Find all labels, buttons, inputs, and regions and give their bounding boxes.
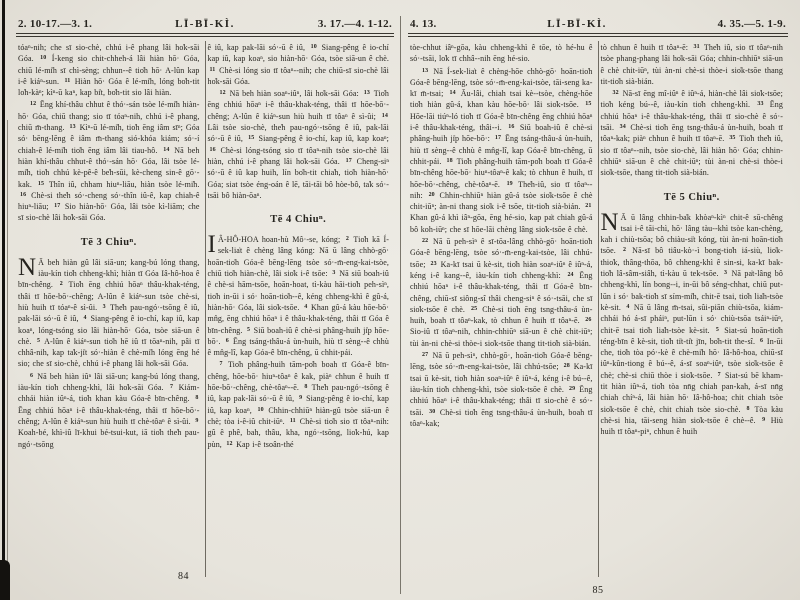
verse-number: 2 [59,281,63,288]
verse-number: 13 [363,90,370,97]
verse-number: 3 [332,270,336,277]
verse-number: 26 [585,317,592,324]
verse-number: 17 [494,135,502,142]
verse-number: 9 [195,417,199,424]
chapter-opening-paragraph: N Ā beh hiàn gû lâi siā-un; kang-bú lóng thang, iàu-kín tio̍h chheng-khì; hiàn tī Góa Iâ-hô-hoa ê bīn-chêng. $^2$ Tio̍h ēng chhiú hōaⁿ thâu-khak-téng, thâi tī hōe-bō·-chêng; A-lûn ê kiáⁿ-sun tsòe chè-si, hiù huih tī tóaⁿ-ê sì-ûi. $^3$ The̍h pau-ngó·-tsōng ê iû, pak-lāi só·-ū ê iû, $^4$ Siang-pêng ê io-chí, kap iû, kap koaⁿ, lóng-tsóng sio lâi hiàn-hō· Góa, tsòe siā-un ê chè. $^5$ A-lûn ê kiáⁿ-sun tio̍h hē iû tī tōaⁿ-nih, pâi tī chhâ-nih, kap ta̍k-ji̍t só·-hiàn ê chè-mi̍h lóng ēng hé sio; che sī sio-chè, chhú i-ê phang lâi ho̍k-sāi Góa. [18,253,200,369]
page-number: 85 [592,585,604,596]
verse-number: 8 [746,405,750,412]
verse-number: 32 [612,90,619,97]
verse-number: 15 [585,101,592,108]
verse-number: 14 [381,112,388,119]
verse-number: 6 [759,337,764,344]
verse-number: 8 [195,395,199,402]
page-left [16,18,394,596]
verse-number: 23 [430,260,437,267]
verse-paragraph: $^7$ Tio̍h phâng-huih tām-po̍h boah tī Góa-ê bīn-chêng, hōe-bō· hiuⁿ-tôaⁿ ê kak, piàⁿ chhun ê huih tī hōe-bō·-chêng, chè-tôaⁿ--ē. $^8$ The̍h pau-ngó·-tsōng ê iû, kap pak-lāi só·-ū ê iû, $^9$ Siang-pêng ê io-chí, kap iû, kap koaⁿ, $^{10}$ Chhin-chhiūⁿ hiàn-gû tsòe siā-un ê chè; tòa i-ê-iû chit-iūⁿ. $^{11}$ Chè-si tio̍h sio tī tôaⁿ-nih: gû ê phê, bah, thâu, kha, ngó·-tsōng, lio̍k-hú, kap pùn, $^{12}$ Kap i-ê tsoân-thé [207,360,390,449]
verse-paragraph: tò chhun ê huih tī tôaⁿ-ē: $^{31}$ The̍h iû, sio tī tôaⁿ-nih tsòe phang-phang lâi ho̍k-sāi Góa; chhin-chhiūⁿ siā-un ê chè chit-iūⁿ, tùi àn-ni chè-si thòe-i sio̍k-tsōe thang tit-tio̍h sià-bián. [600,43,783,86]
verse-range-right: 3. 17.—4. 1-12. [317,18,392,30]
verse-number: 17 [345,157,352,164]
page-number: 84 [178,571,189,582]
verse-number: 34 [619,124,626,131]
verse-number: 33 [757,101,764,108]
text-column [408,41,598,577]
verse-number: 10 [40,55,47,62]
verse-number: 2 [345,236,350,243]
verse-number: 31 [693,44,700,50]
verse-number: 5 [36,337,41,344]
book-title: LĪ-BĪ-KÌ. [175,18,235,30]
verse-number: 14 [163,146,170,153]
book-title: LĪ-BĪ-KÌ. [547,18,607,30]
verse-number: 21 [585,203,592,210]
verse-number: 35 [729,135,736,142]
corner-shadow [0,560,10,600]
verse-number: 25 [470,305,478,312]
verse-number: 5 [247,326,251,333]
verse-paragraph: $^{12}$ Nā beh hiàn soaⁿ-iûⁿ, lâi ho̍k-sāi Góa: $^{13}$ Tio̍h ēng chhiú hōaⁿ i-ê thâu-khak-téng, thâi tī hōe-bō·-chêng; A-lûn ê kiáⁿ-sun hiù huih tī tôaⁿ ê sì-ûi; $^{14}$ Lâi tsòe sio-chè, the̍h pau-ngó·-tsōng ê iû, pak-lāi só·-ū ê iû, $^{15}$ Siang-pêng ê io-chí, kap iû, kap koaⁿ; $^{16}$ Chè-si lóng-tsóng sio tī tôaⁿ-nih tsòe sio-chè lâi hiàn, chhú i-ê phang lâi ho̍k-sāi Góa. $^{17}$ Cheng-siⁿ só·-ū ê iû kap huih, lín bo̍h-tit chia̍h, tio̍h hiàn-hō· Góa; siat tsòe éng-oán ê lē, tāi-tāi bô hòe-bô, ta̍k só·-tsāi bô hiàn-ōaⁿ. [207,89,390,200]
verse-number: 3 [102,303,106,310]
verse-paragraph: tòe-chhut iâⁿ-gōa, kàu chheng-khì ê tōe, tò hé-hu ê só·-tsāi, lo̍k tī chhâ--nih ēng hé-sio. [410,43,593,64]
verse-paragraph: ê iû, kap pak-lāi só·-ū ê iû, $^{10}$ Siang-pêng ê io-chí kap iû, kap koaⁿ, sio hiàn-hō· Góa, tsòe siā-un ê chè. $^{11}$ Chè-si lóng sio tī tôaⁿ--nih; che chiū-sī sio-chè lâi ho̍k-sāi Góa. [207,43,389,86]
chapter-opening-paragraph: N Ā ū lâng chhin-ba̍k khòaⁿ-kìⁿ chit-ê sū-chêng tsai i-ê tāi-chì, hō· lâng tàu--khì tsòe kan-chèng, kah i chiù-tsōa; bô chiàu-si̍t kóng, tùi àn-ni hoān-tio̍h tsōe. $^2$ Nā-sī bô tiâu-kò·-ì bong-tio̍h iá-siù, lio̍k-thio̍k, thâng-thōa, bô chheng-khì ê sin-si, ka-kī bak-tio̍h lâ-sâm-siâh, tì-kàu ū tek-tsōe. $^3$ Nā pa̍t-lâng bô chheng-khì, lín bong--i, in-ūi bô séng-chhat, chiū put-lūn i só· bak-tio̍h sī sím-mi̍h, chit-ē tsai, tio̍h lia̍h-tsòe kè-sit. $^4$ Nā ū lâng m̄-tsai, sûi-piān chiù-tsōa, kiám-chhái hó á-sī pháiⁿ, put-lūn i só· chiù-tsōa tsáiⁿ-iūⁿ, chit-ē tsai tio̍h lia̍h-tsòe kè-sit. $^5$ Siat-sú hoān-tio̍h téng-bīn ê kè-sit, tio̍h ti̍t-ti̍t jīn, bo̍h-tit the-sî. $^6$ In-ūi che, tio̍h tòa pó·-kè ê chè-mi̍h hō· Iâ-hô-hoa, chiū-sī iûⁿ-kûn-tiong ê bú--ê, á-sī soaⁿ-iûⁿ, tsòe sio̍k-tsōe ê chè; chè-si chiū thòe i sio̍k-tsōe. $^7$ Siat-sú bē kham-tit hiàn iûⁿ-á, tio̍h tòa nn̄g chiah pan-kah, á-sī nn̄g chiah chíⁿ-á, lâi hiàn hō· Iâ-hô-hoa; chit chiah tsòe sio̍k-tsōe ê chè, chit chiah tsòe sio-chè. $^8$ Tòa kàu chè-si hia, tāi-seng hiàn sio̍k-tsōe ê chè--ê. $^9$ Hiù huih tī tôaⁿ-piⁿ, chhun ê huih [600,208,784,437]
verse-number: 7 [170,384,174,391]
verse-number: 4 [304,303,308,310]
verse-number: 6 [30,372,34,379]
drop-cap: N [18,253,37,281]
header-rule [408,33,788,37]
verse-number: 10 [310,44,317,50]
header-rule [16,33,394,37]
verse-number: 16 [209,146,216,153]
verse-number: 19 [506,180,513,187]
verse-range-left: 4. 13. [410,18,437,30]
verse-number: 15 [37,180,45,187]
verse-paragraph: $^{22}$ Nā ū peh-sìⁿ ê sī-tōa-lâng chhò-gō· hoān-tio̍h Góa-ê bēng-lēng, tsòe só·-m̄-eng-kai-tsòe, lâi chhú-tsōe; $^{23}$ Ka-kī tsai ū kè-sit, tio̍h hiàn soaⁿ-iûⁿ ê iûⁿ-á, kéng i-ê kang--ê, iàu-kín tio̍h chheng-khì: $^{24}$ Ēng chhiú hōaⁿ i-ê thâu-khak-téng, thâi tī Góa-ê bīn-chêng, chiū-sī siông-sî thâi cheng-siⁿ ê só·-tsāi, che sī sio̍k-tsōe ê chè. $^{25}$ Chè-si tio̍h ēng tsng-thâu-á ùn-huih, boah tī tôaⁿ-kak, tò chhun ê huih tī tôaⁿ-ē. $^{26}$ Sio-iû tī tôaⁿ-nih, chhin-chhiūⁿ siā-un ê chè chit-iūⁿ; tùi àn-ni chè-si thòe-i sio̍k-tsōe thang tit-tio̍h sià-bián. [410,237,593,348]
verse-number: 2 [622,247,627,254]
verse-number: 13 [69,124,76,131]
verse-number: 14 [449,90,456,97]
verse-number: 28 [563,363,570,370]
verse-number: 3 [723,270,728,277]
verse-number: 7 [219,361,223,368]
drop-cap: N [600,208,619,236]
verse-number: 4 [83,315,87,322]
verse-number: 11 [209,66,216,73]
verse-paragraph: $^6$ Nā beh hiàn iûⁿ lâi siā-un; kang-bú lóng thang, iàu-kín tio̍h chheng-khì, lâi ho̍k-sāi Góa. $^7$ Kiám-chhái hiàn iûⁿ-á, tio̍h khan kàu Góa-ê bīn-chêng. $^8$ Ēng chhiú hōaⁿ i-ê thâu-khak-téng, thâi tī hōe-bō·-chêng; A-lûn ê kiáⁿ-sun hiù huih tī chè-tôaⁿ ê sì-ûi. $^9$ Koah-bé, khì-iû lī-khui bé-tsui-kut, iā tio̍h the̍h pau-ngó·-tsōng [18,371,200,449]
verse-paragraph: $^{27}$ Nā ū peh-sìⁿ, chhò-gō·, hoān-tio̍h Góa-ê bēng-lēng, tsòe só·-m̄-eng-kai-tsòe, lâi chhú-tsōe; $^{28}$ Ka-kī tsai ū kè-sit, tio̍h hiàn soaⁿ-iûⁿ ê iûⁿ-á, kéng i-ê bú--ê, iàu-kín tio̍h chheng-khì, tsòe sio̍k-tsōe ê chè. $^{29}$ Ēng chhiú hōaⁿ i-ê thâu-khak-téng; thâi tī sio-chè ê só·-tsāi. $^{30}$ Chè-si tio̍h ēng tsng-thâu-á ùn-huih, boah tī tôaⁿ-kak; [410,351,593,428]
verse-number: 22 [422,238,429,245]
running-head [408,18,788,33]
chapter-opening-paragraph: I Â-HÔ-HOA hoan-hù Mô·-se, kóng; $^2$ Tio̍h kā Í-sek-lia̍t ê chèng lâng kóng: Nā ū lâng chhò-gō· hoān-tio̍h Góa-ê bēng-lēng tsòe só·-m̄-eng-kai-tsòe, chiū tio̍h hiàn-chè, lâi sio̍k i-ê tsōe: $^3$ Nā siū boah-iû ê chè-si hām-tsōe, hoān-hoat, tì-kàu hāi-tio̍h peh-sìⁿ, tio̍h in-ūi i só· hoān-tio̍h--ê, kéng chheng-khì ê gû-á, hiàn-hō· Góa, lâi sio̍k-tsōe. $^4$ Khan gû-á kàu hōe-bō· mn̂g, ēng chhiú hōaⁿ i ê thâu-khak-téng, thâi tī Góa ê bīn-chêng. $^5$ Siū boah-iû ê chè-si phâng-huih ji̍p hōe-bō·. $^6$ Ēng tsáng-thâu-á ùn-huih, hiù tī sèng--ê chhù ê mn̂g-lî, kap Góa-ê bīn-chêng, ū chhit-pái. [207,231,389,358]
verse-number: 8 [304,384,308,391]
verse-number: 17 [54,203,61,210]
verse-number: 30 [429,408,436,415]
verse-number: 11 [289,417,296,424]
text-column [599,41,789,577]
verse-number: 24 [567,271,574,278]
verse-number: 16 [508,124,515,131]
verse-number: 29 [569,385,576,392]
verse-number: 4 [626,303,630,310]
binding-edge-line [7,120,8,600]
verse-number: 15 [248,135,255,142]
chapter-heading: Tē 4 Chiuⁿ. [270,214,327,226]
verse-number: 12 [219,90,226,97]
verse-number: 13 [422,67,429,74]
verse-number: 9 [762,416,766,423]
text-column [206,41,395,577]
verse-number: 10 [257,406,264,413]
binding-edge [2,0,5,600]
verse-paragraph: $^{13}$ Nā Í-sek-lia̍t ê chèng-hōe chhò-gō· hoān-tio̍h Góa-ê bēng-lēng, tsòe só·-m̄-eng-kai-tsòe, tāi-seng ka-kī m̄-tsai; $^{14}$ Āu-lâi, chiah tsai kè--tsòe, chèng-hōe tio̍h hiàn gû-á, khan kàu hōe-bō· lâi sio̍k-tsōe. $^{15}$ Hōe-lāi tiúⁿ-ló tio̍h tī Góa-ê bīn-chêng ēng chhiú hōaⁿ i-ê thâu-khak-téng, thâi--i. $^{16}$ Siū boah-iû ê chè-si phâng-huih ji̍p hōe-bō·: $^{17}$ Ēng tsáng-thâu-á ùn-huih, hiù tī sèng--ê chhù ê mn̂g-lî, kap Góa-ê bīn-chêng, ū chhit-pái. $^{18}$ Tio̍h phâng-huih tām-po̍h boah tī Góa-ê bīn-chêng hōe-bō· hiuⁿ-tôaⁿ-ê kak; tò chhun ê huih, tī hōe-bō·-chêng, chè-tôaⁿ-ē. $^{19}$ The̍h-iû, sio tī tôaⁿ--nih: $^{20}$ Chhin-chhiūⁿ hiàn gû-á tsòe sio̍k-tsōe ê chè chit-iūⁿ; àn-ni thang sio̍k i-ê tsōe, tit-tio̍h sià-bián. $^{21}$ Khan gû-á khì iâⁿ-gōa, ēng hé-sio, kap pa̍t chiah gû-á bô koh-iūⁿ; che sī hōe-lāi chèng lâng sio̍k-tsōe ê chè. [410,66,593,234]
verse-number: 18 [446,157,453,164]
verse-number: 6 [225,337,229,344]
verse-number: 12 [226,440,233,447]
verse-range-right: 4. 35.—5. 1-9. [717,18,786,30]
text-column [16,41,205,577]
verse-number: 9 [299,395,303,402]
running-head [16,18,394,33]
chapter-heading: Tē 3 Chiuⁿ. [80,236,137,248]
verse-number: 16 [20,191,27,198]
verse-number: 12 [30,101,37,108]
verse-paragraph: $^{12}$ Ēng khí-thâu chhut ê thó·-sán tsòe lé-mi̍h hiàn-hō· Góa, chiū thang; sio tī tóaⁿ-nih, chhú i-ê phang, chiū m̄-thang. $^{13}$ Kìⁿ-ū lé-mi̍h, tio̍h ēng iâm sīⁿ; Góa só· bēng-lēng ê iâm m̄-thang sió-khóa kiám; só·-í chiah-ê lé-mi̍h tio̍h ēng iâm lâi tiau-hô. $^{14}$ Nā beh hiàn khí-thâu chhut-ê thó·-sán hō· Góa, lâi tsòe lé-mi̍h, tio̍h chhú kè-pê-ê be̍h-sūi, kè-cheng sin-ê gō·-kak. $^{15}$ Thîn iû, chham hiuⁿ-liāu, hiàn tsòe lé-mi̍h. $^{16}$ Chè-si the̍h só·-cheng só·-thîn iû-ê, kap chiah-ê hiuⁿ-liāu; $^{17}$ Sio hiàn-hō· Góa, lâi tsòe kì-liām; che sī sio-chè lâi ho̍k-sāi Góa. [18,100,200,223]
verse-range-left: 2. 10-17.—3. 1. [18,18,93,30]
verse-number: 20 [428,191,435,198]
page-gutter-rule [400,16,401,594]
verse-number: 7 [717,371,721,378]
chapter-heading: Tē 5 Chiuⁿ. [663,191,720,203]
verse-number: 11 [64,77,71,84]
verse-number: 5 [715,326,719,333]
verse-paragraph: $^{32}$ Nā-sī ēng mî-iûⁿ ê iûⁿ-á, hiàn-chè lâi sio̍k-tsōe; tio̍h kéng bú--ê, iàu-kín tio̍h chheng-khì. $^{33}$ Ēng chhiú hōaⁿ i-ê thâu-khak-téng, thâi tī sio-chè ê só·-tsāi. $^{34}$ Chè-si tio̍h ēng tsng-thâu-á ùn-huih, boah tī tôaⁿ-kak; piàⁿ chhun ê huih tī tôaⁿ-ē. $^{35}$ Tio̍h the̍h iû, sio tī tôaⁿ--nih, tsòe sio-chè, lâi hiàn hō· Góa; chhin-chhiūⁿ siā-un ê chè chit-iūⁿ; tùi àn-ni chè-si thòe-i sio̍k-tsōe, thang tit-tio̍h sià-bián. [600,89,783,178]
page-right [408,18,788,596]
verse-paragraph: tóaⁿ-nih; che sī sio-chè, chhú i-ê phang lâi ho̍k-sāi Góa. $^{10}$ Í-keng sio chit-chheh-á lâi hiàn hō· Góa, chiū lé-mi̍h sī chì-sèng; chhun--ê tio̍h hō· A-lûn kap i-ê kiáⁿ-sun. $^{11}$ Hiàn hō· Góa ê lé-mi̍h, lóng bo̍h-tit lo̍h-kàⁿ; kìⁿ-ū kaⁿ, kap bi̍t, bo̍h-tit sio lâi hiàn. [18,43,200,98]
drop-cap: I [207,231,216,259]
verse-number: 27 [422,352,429,359]
